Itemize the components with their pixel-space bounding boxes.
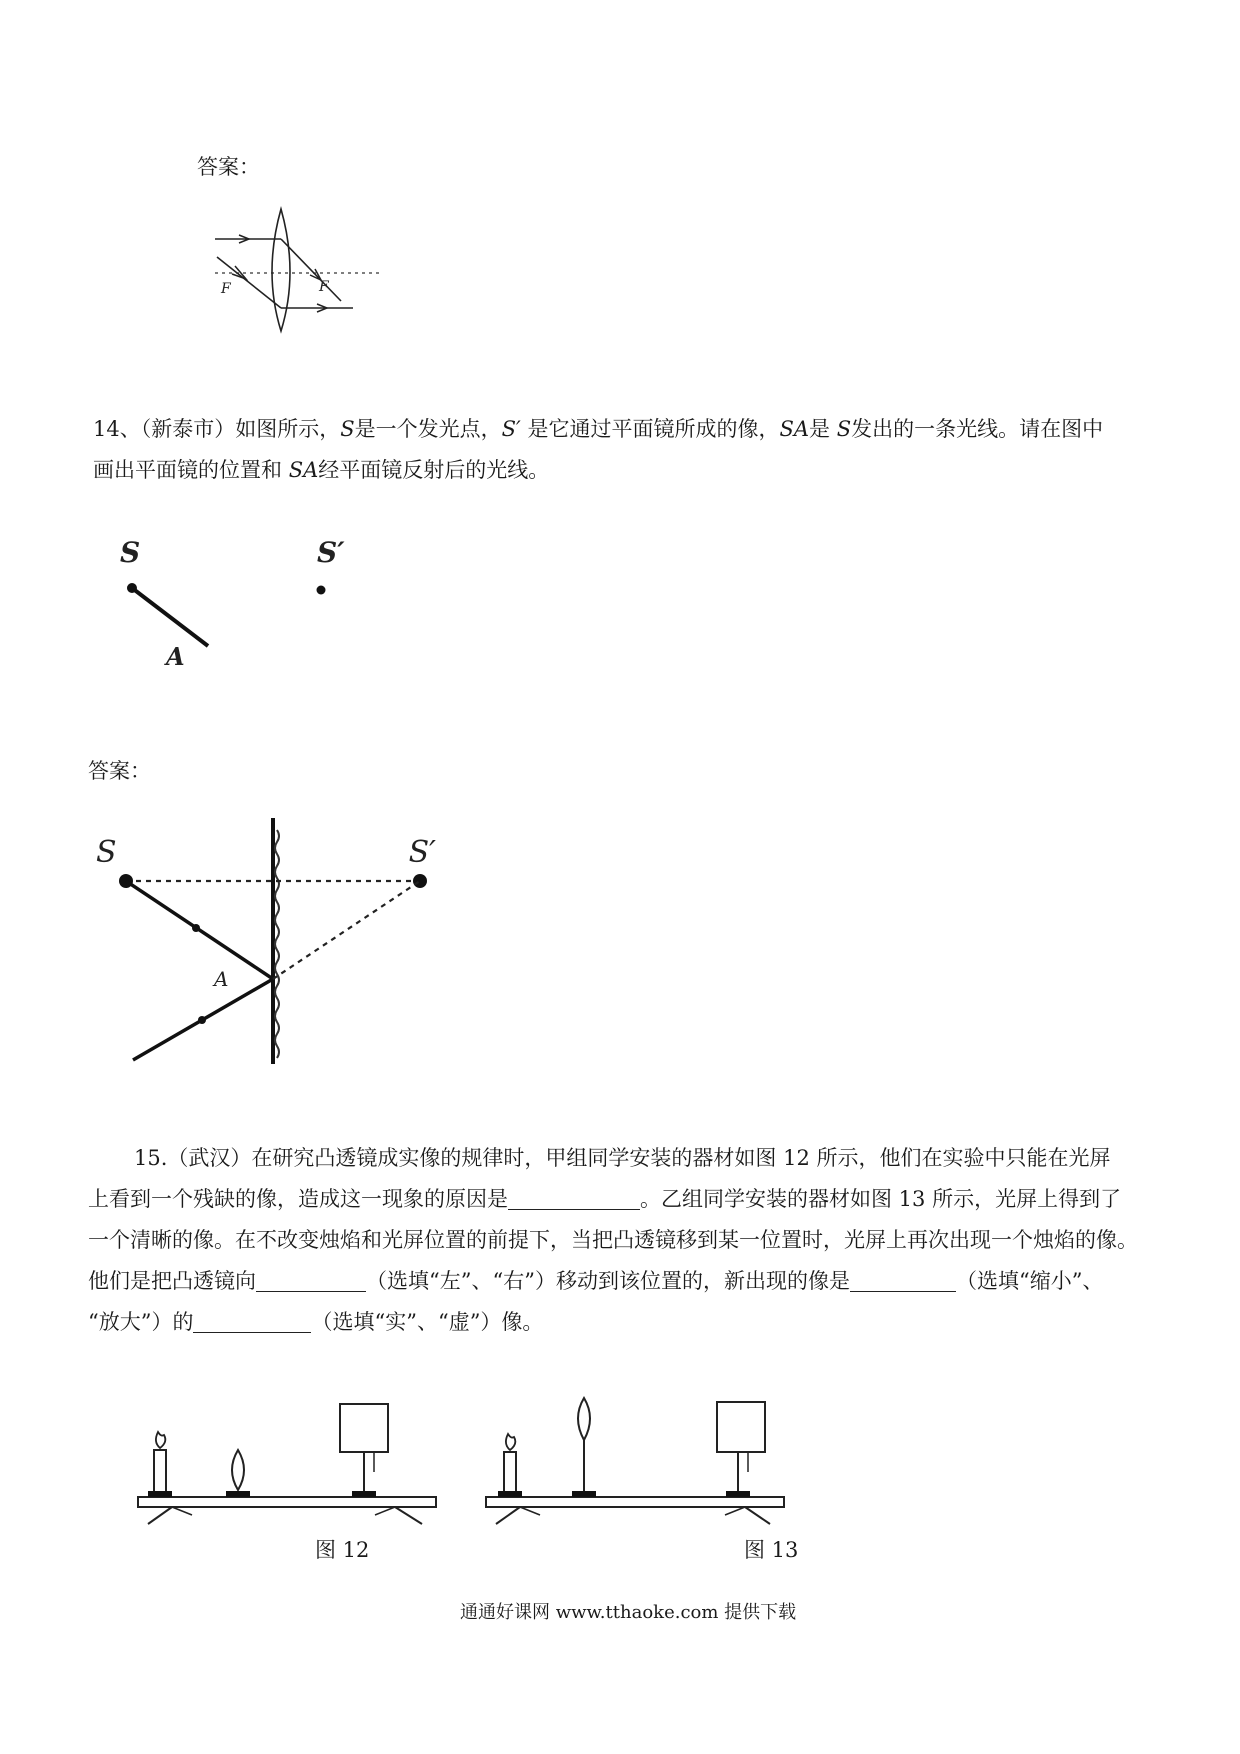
point-s-prime-label: S′ — [408, 835, 436, 870]
candle-holder — [148, 1491, 172, 1497]
ray-sa — [132, 588, 208, 646]
point-s-label: S — [96, 835, 117, 870]
question-15-line-4: 他们是把凸透镜向 （选填“左”、“右”）移动到该位置的，新出现的像是 （选填“缩小”、 — [88, 1269, 1104, 1293]
lens-holder — [572, 1491, 596, 1497]
point-a-label: A — [214, 967, 229, 991]
flame-icon — [506, 1434, 515, 1450]
convex-lens-answer-diagram — [205, 205, 385, 335]
focal-point-right-label: F — [319, 279, 329, 295]
answer-blank-direction[interactable] — [256, 1269, 366, 1292]
point-a-label: A — [166, 642, 185, 670]
candle-holder — [498, 1491, 522, 1497]
question-15 — [88, 1138, 1168, 1343]
arrow-icon — [192, 924, 200, 932]
optical-bench — [486, 1497, 784, 1507]
plane-mirror-answer-diagram — [90, 810, 450, 1080]
screen-holder — [726, 1491, 750, 1497]
bench-leg — [496, 1507, 520, 1524]
answer-blank-reason[interactable] — [508, 1187, 640, 1210]
image-point — [317, 586, 326, 595]
convex-lens — [272, 209, 290, 331]
bench-leg — [148, 1507, 172, 1524]
figure-12-optical-bench — [130, 1390, 450, 1525]
footer-text: 通通好课网 www.tthaoke.com 提供下载 — [460, 1602, 797, 1623]
focal-point-left-label: F — [221, 281, 231, 297]
point-s-prime-label: S′ — [317, 536, 345, 569]
light-screen — [340, 1404, 388, 1452]
question-15-line-3: 一个清晰的像。在不改变烛焰和光屏位置的前提下，当把凸透镜移到某一位置时，光屏上再次出现一个烛焰的像。 — [88, 1228, 1138, 1252]
question-14-line-1: 14、（新泰市）如图所示，S是一个发光点，S′ 是它通过平面镜所成的像，SA是 S发出的一条光线。请在图中 — [93, 417, 1104, 441]
bench-leg — [745, 1507, 770, 1524]
point-s-label: S — [120, 536, 141, 569]
answer-label: 答案： — [88, 759, 151, 783]
incident-ray — [126, 881, 273, 979]
question-15-line-2: 上看到一个残缺的像，造成这一现象的原因是 。乙组同学安装的器材如图 13 所示，光屏上得到了 — [88, 1187, 1122, 1211]
question-14 — [93, 409, 1153, 491]
figure-13-optical-bench — [480, 1390, 800, 1525]
virtual-extension-dashed — [273, 881, 420, 979]
bench-leg — [395, 1507, 422, 1524]
question-14-line-2: 画出平面镜的位置和 SA经平面镜反射后的光线。 — [93, 458, 550, 482]
optical-bench — [138, 1497, 436, 1507]
mirror-back-hatch — [275, 830, 279, 1058]
figure-12-caption: 图 12 — [315, 1538, 370, 1562]
question-15-line-1: 15.（武汉）在研究凸透镜成实像的规律时，甲组同学安装的器材如图 12 所示，他们在实验中只能在光屏 — [134, 1146, 1111, 1170]
arrow-icon — [198, 1016, 206, 1024]
answer-label: 答案： — [197, 155, 260, 179]
candle — [154, 1450, 166, 1492]
light-screen — [717, 1402, 765, 1452]
figure-13-caption: 图 13 — [744, 1538, 799, 1562]
question-15-line-5: “放大”）的 （选填“实”、“虚”）像。 — [88, 1310, 544, 1334]
answer-blank-real-virtual[interactable] — [193, 1310, 311, 1333]
convex-lens — [232, 1450, 244, 1490]
screen-holder — [352, 1491, 376, 1497]
convex-lens — [578, 1398, 590, 1440]
lens-holder — [226, 1491, 250, 1497]
flame-icon — [156, 1432, 165, 1448]
answer-blank-size[interactable] — [850, 1269, 956, 1292]
plane-mirror-question-diagram — [110, 530, 360, 670]
candle — [504, 1452, 516, 1492]
